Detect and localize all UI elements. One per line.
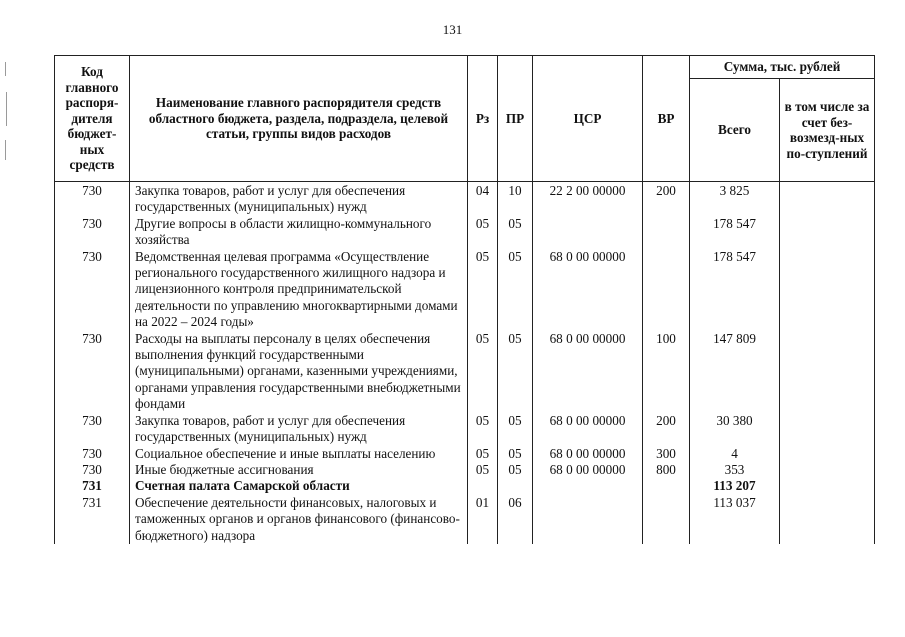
table-row — [55, 413, 875, 446]
table-row — [55, 331, 875, 413]
row-vr — [643, 495, 690, 544]
row-grants — [780, 446, 875, 462]
table-row — [55, 495, 875, 544]
row-rz — [468, 478, 498, 494]
row-vr — [643, 216, 690, 249]
row-code: 731 — [55, 495, 130, 544]
row-pr: 05 — [498, 331, 533, 413]
row-total: 4 — [690, 446, 780, 462]
row-total: 113 037 — [690, 495, 780, 544]
header-name: Наименование главного распорядителя средств областного бюджета, раздела, подраздела, целевой статьи, группы видов расходов — [130, 56, 468, 182]
row-name: Закупка товаров, работ и услуг для обеспечения государственных (муниципальных) нужд — [130, 413, 468, 446]
row-pr: 05 — [498, 462, 533, 478]
row-grants — [780, 478, 875, 494]
row-rz: 05 — [468, 462, 498, 478]
row-vr: 100 — [643, 331, 690, 413]
row-grants — [780, 413, 875, 446]
row-name: Расходы на выплаты персоналу в целях обеспечения выполнения функций государственными (муниципальными) органами, казенными учреждениями, органами управления государственными внебюджетными фондами — [130, 331, 468, 413]
row-vr: 300 — [643, 446, 690, 462]
row-code: 730 — [55, 462, 130, 478]
table-row — [55, 478, 875, 494]
table-row — [55, 216, 875, 249]
row-total: 178 547 — [690, 249, 780, 331]
row-total: 178 547 — [690, 216, 780, 249]
row-total: 3 825 — [690, 182, 780, 216]
row-name: Счетная палата Самарской области — [130, 478, 468, 494]
row-total: 147 809 — [690, 331, 780, 413]
row-pr: 05 — [498, 446, 533, 462]
row-pr: 05 — [498, 249, 533, 331]
row-code: 730 — [55, 182, 130, 216]
row-pr: 05 — [498, 216, 533, 249]
row-pr — [498, 478, 533, 494]
page-number: 131 — [442, 22, 463, 37]
row-csr: 68 0 00 00000 — [533, 446, 643, 462]
row-rz: 05 — [468, 413, 498, 446]
row-vr — [643, 249, 690, 331]
header-grants: в том числе за счет без-возмезд-ных по-ступлений — [780, 79, 875, 182]
table-row — [55, 249, 875, 331]
row-csr — [533, 495, 643, 544]
header-total: Всего — [690, 79, 780, 182]
row-code: 730 — [55, 249, 130, 331]
header-csr: ЦСР — [533, 56, 643, 182]
row-csr: 68 0 00 00000 — [533, 462, 643, 478]
row-code: 730 — [55, 331, 130, 413]
row-vr: 200 — [643, 413, 690, 446]
row-total: 353 — [690, 462, 780, 478]
row-grants — [780, 495, 875, 544]
row-csr: 68 0 00 00000 — [533, 331, 643, 413]
row-name: Другие вопросы в области жилищно-коммунального хозяйства — [130, 216, 468, 249]
budget-table — [54, 55, 875, 544]
table-row — [55, 462, 875, 478]
row-code: 730 — [55, 413, 130, 446]
row-csr — [533, 478, 643, 494]
header-vr: ВР — [643, 56, 690, 182]
row-pr: 05 — [498, 413, 533, 446]
table-row — [55, 182, 875, 216]
row-rz: 05 — [468, 446, 498, 462]
table-body — [55, 182, 875, 544]
row-name: Иные бюджетные ассигнования — [130, 462, 468, 478]
row-total: 113 207 — [690, 478, 780, 494]
row-vr — [643, 478, 690, 494]
row-rz: 05 — [468, 331, 498, 413]
row-code: 730 — [55, 216, 130, 249]
row-name: Социальное обеспечение и иные выплаты населению — [130, 446, 468, 462]
row-name: Обеспечение деятельности финансовых, налоговых и таможенных органов и органов финансового (финансово-бюджетного) надзора — [130, 495, 468, 544]
row-csr: 68 0 00 00000 — [533, 249, 643, 331]
row-rz: 04 — [468, 182, 498, 216]
row-grants — [780, 249, 875, 331]
row-vr: 800 — [643, 462, 690, 478]
row-rz: 01 — [468, 495, 498, 544]
row-pr: 10 — [498, 182, 533, 216]
scan-margin-mark — [5, 62, 6, 76]
header-code: Код главного распоря-дителя бюджет-ных средств — [55, 56, 130, 182]
row-grants — [780, 182, 875, 216]
row-total: 30 380 — [690, 413, 780, 446]
row-vr: 200 — [643, 182, 690, 216]
row-grants — [780, 216, 875, 249]
header-pr: ПР — [498, 56, 533, 182]
row-rz: 05 — [468, 216, 498, 249]
row-grants — [780, 462, 875, 478]
row-grants — [780, 331, 875, 413]
row-name: Ведомственная целевая программа «Осуществление регионального государственного жилищного надзора и лицензионного контроля предпринимательской деятельности по управлению многоквартирными домами на 2022 – 2024 годы» — [130, 249, 468, 331]
row-code: 731 — [55, 478, 130, 494]
row-pr: 06 — [498, 495, 533, 544]
row-name: Закупка товаров, работ и услуг для обеспечения государственных (муниципальных) нужд — [130, 182, 468, 216]
header-rz: Рз — [468, 56, 498, 182]
row-rz: 05 — [468, 249, 498, 331]
header-sum: Сумма, тыс. рублей — [690, 56, 875, 79]
table-row — [55, 446, 875, 462]
row-csr: 22 2 00 00000 — [533, 182, 643, 216]
row-csr: 68 0 00 00000 — [533, 413, 643, 446]
row-code: 730 — [55, 446, 130, 462]
row-csr — [533, 216, 643, 249]
scan-margin-mark — [5, 140, 6, 160]
scan-margin-mark — [6, 92, 7, 126]
